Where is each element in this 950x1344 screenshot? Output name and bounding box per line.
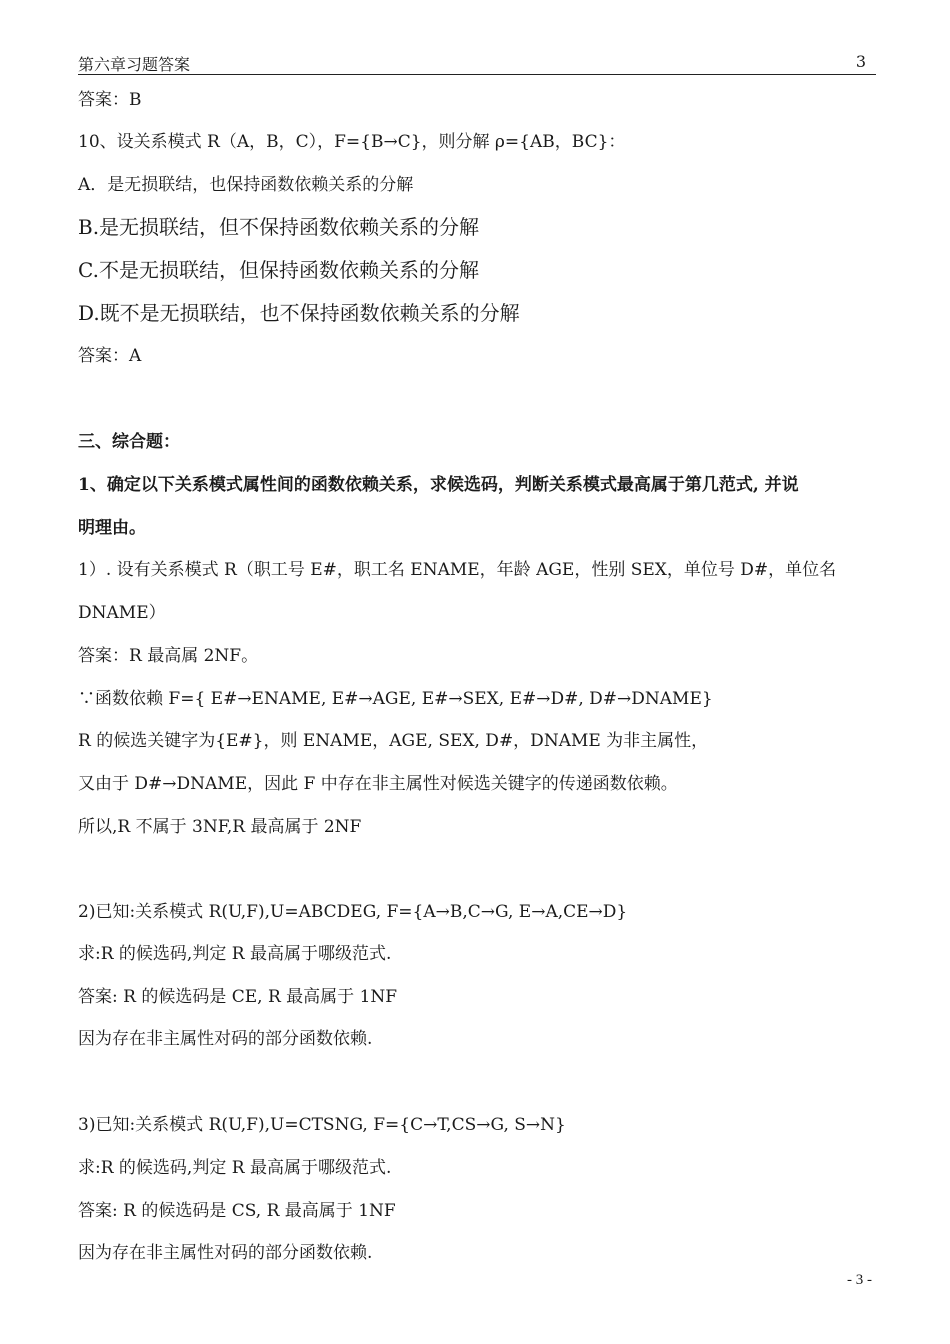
p2-answer: 答案: R 的候选码是 CE, R 最高属于 1NF bbox=[78, 987, 398, 1007]
page-header bbox=[78, 50, 876, 75]
q10-answer: 答案：A bbox=[78, 346, 142, 366]
problem1-title-line1: 1、确定以下关系模式属性间的函数依赖关系，求候选码，判断关系模式最高属于第几范式, 并说 bbox=[78, 475, 799, 495]
p1-conclusion: 所以,R 不属于 3NF,R 最高属于 2NF bbox=[78, 817, 362, 837]
p2-question: 2)已知:关系模式 R(U,F),U=ABCDEG, F={A→B,C→G, E→A,CE→D} bbox=[78, 902, 628, 922]
problem1-title-line2: 明理由。 bbox=[78, 518, 146, 538]
p1-answer: 答案：R 最高属 2NF。 bbox=[78, 646, 259, 666]
p3-reason: 因为存在非主属性对码的部分函数依赖. bbox=[78, 1243, 373, 1263]
q10-question: 10、设关系模式 R（A，B，C），F={B→C}，则分解 ρ={AB，BC}： bbox=[78, 132, 626, 152]
q10-option-c: C.不是无损联结，但保持函数依赖关系的分解 bbox=[78, 258, 479, 282]
p1-reason: 又由于 D#→DNAME，因此 F 中存在非主属性对候选关键字的传递函数依赖。 bbox=[78, 774, 678, 794]
q10-option-a: A．是无损联结，也保持函数依赖关系的分解 bbox=[78, 175, 414, 195]
p1-question-line2: DNAME） bbox=[78, 603, 166, 623]
p2-reason: 因为存在非主属性对码的部分函数依赖. bbox=[78, 1029, 373, 1049]
header-title: 第六章习题答案 bbox=[78, 55, 191, 74]
p3-question: 3)已知:关系模式 R(U,F),U=CTSNG, F={C→T,CS→G, S→N} bbox=[78, 1115, 566, 1135]
q9-answer: 答案：B bbox=[78, 90, 142, 110]
p1-functional-dependencies: ∵函数依赖 F={ E#→ENAME, E#→AGE, E#→SEX, E#→D#, D#→DNAME} bbox=[78, 689, 713, 709]
header-page-number: 3 bbox=[855, 52, 866, 71]
q10-option-d: D.既不是无损联结，也不保持函数依赖关系的分解 bbox=[78, 301, 520, 325]
p3-answer: 答案: R 的候选码是 CS, R 最高属于 1NF bbox=[78, 1201, 396, 1221]
p3-ask: 求:R 的候选码,判定 R 最高属于哪级范式. bbox=[78, 1158, 392, 1178]
q10-option-b: B.是无损联结，但不保持函数依赖关系的分解 bbox=[78, 215, 480, 239]
p1-question-line1: 1）. 设有关系模式 R（职工号 E#，职工名 ENAME，年龄 AGE，性别 SEX，单位号 D#，单位名 bbox=[78, 560, 837, 580]
section-title: 三、综合题： bbox=[78, 432, 180, 452]
footer-page-number: - 3 - bbox=[847, 1272, 872, 1288]
p2-ask: 求:R 的候选码,判定 R 最高属于哪级范式. bbox=[78, 944, 392, 964]
p1-candidate-keys: R 的候选关键字为{E#}，则 ENAME，AGE, SEX, D#，DNAME 为非主属性， bbox=[78, 731, 709, 751]
